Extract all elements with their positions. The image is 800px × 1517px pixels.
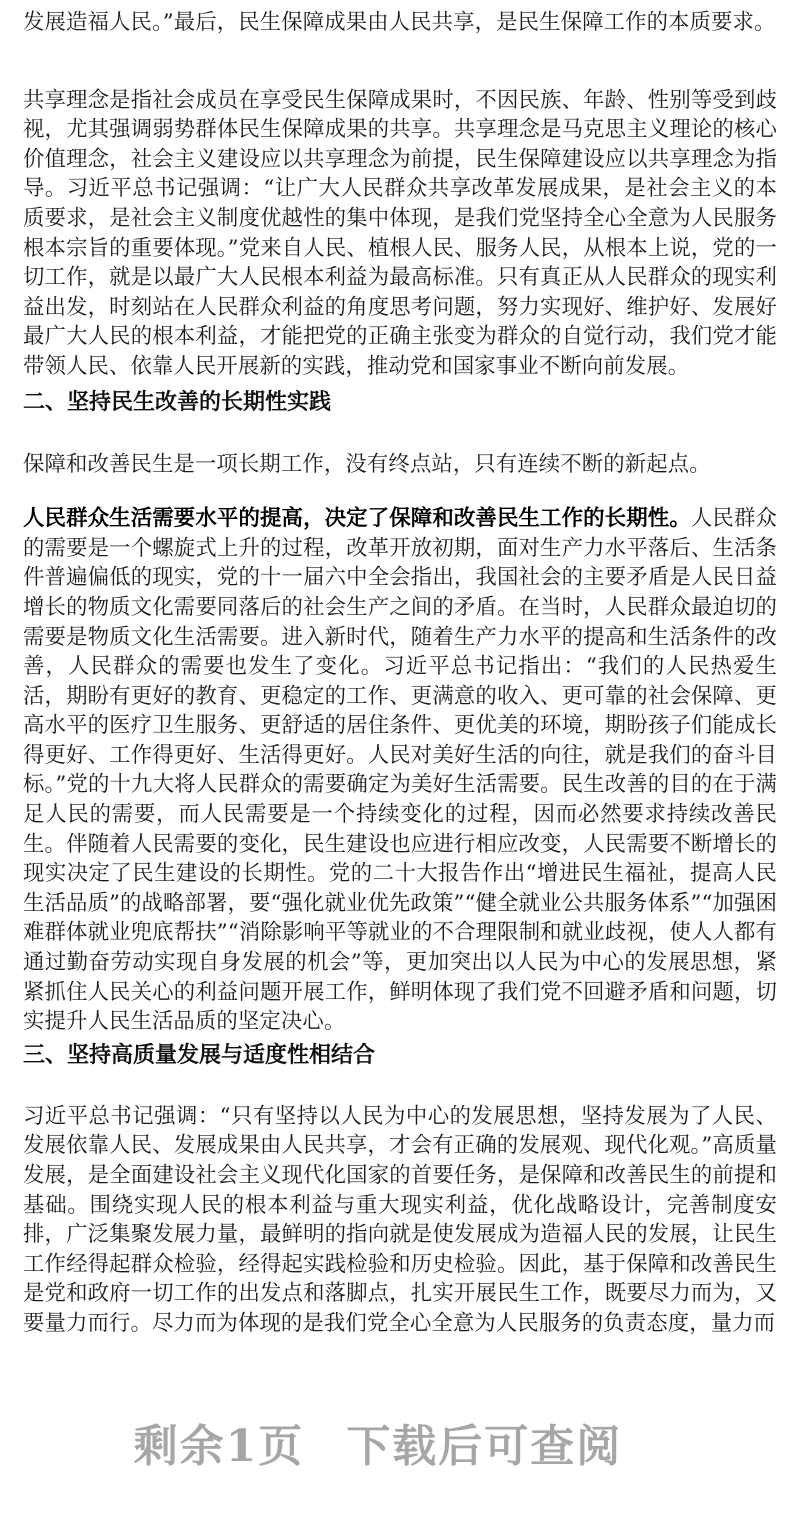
bold-lead-sentence: 人民群众生活需要水平的提高，决定了保障和改善民生工作的长期性。	[23, 506, 691, 532]
section-heading-longterm-practice: 二、坚持民生改善的长期性实践	[23, 389, 332, 415]
paragraph-continuation: 发展造福人民。”最后，民生保障成果由人民共享，是民生保障工作的本质要求。	[23, 10, 776, 35]
paragraph-sharing-concept: 共享理念是指社会成员在享受民生保障成果时，不因民族、年龄、性别等受到歧视，尤其强调弱势群体民生保障成果的共享。共享理念是马克思主义理论的核心价值理念，社会主义建设应以共享理念为前提，民生保障建设应以共享理念为指导。习近平总书记强调：“让广大人民群众共享改革发展成果，是社会主义的本质要求，是社会主义制度优越性的集中体现，是我们党坚持全心全意为人民服务根本宗旨的重要体现。”党来自人民、植根人民、服务人民，从根本上说，党的一切工作，就是以最广大人民根本利益为最高标准。只有真正从人民群众的现实利益出发，时刻站在人民群众利益的角度思考问题，努力实现好、维护好、发展好最广大人民的根本利益，才能把党的正确主张变为群众的自觉行动，我们党才能带领人民、依靠人民开展新的实践，推动党和国家事业不断向前发展。	[23, 87, 777, 379]
paragraph-quality-development: 习近平总书记强调：“只有坚持以人民为中心的发展思想，坚持发展为了人民、发展依靠人民、发展成果由人民共享，才会有正确的发展观、现代化观。”高质量发展，是全面建设社会主义现代化国家的首要任务，是保障和改善民生的前提和基础。围绕实现人民的根本利益与重大现实利益，优化战略设计，完善制度安排，广泛集聚发展力量，最鲜明的指向就是使发展成为造福人民的发展，让民生工作经得起群众检验，经得起实践检验和历史检验。因此，基于保障和改善民生是党和政府一切工作的出发点和落脚点，扎实开展民生工作，既要尽力而为，又要量力而行。尽力而为体现的是我们党全心全意为人民服务的负责态度，量力而	[23, 1103, 777, 1336]
download-hint-text: 下载后可查阅	[346, 1420, 623, 1472]
download-watermark	[1, 1421, 755, 1473]
section-heading-quality-development: 三、坚持高质量发展与适度性相结合	[23, 1042, 376, 1068]
paragraph-longterm-main	[23, 504, 777, 1037]
paragraph-longterm-body: 人民群众的需要是一个螺旋式上升的过程，改革开放初期，面对生产力水平落后、生活条件普遍偏低的现实，党的十一届六中全会指出，我国社会的主要矛盾是人民日益增长的物质文化需要同落后的社会生产之间的矛盾。在当时，人民群众最迫切的需要是物质文化生活需要。进入新时代，随着生产力水平的提高和生活条件的改善，人民群众的需要也发生了变化。习近平总书记指出：“我们的人民热爱生活，期盼有更好的教育、更稳定的工作、更满意的收入、更可靠的社会保障、更高水平的医疗卫生服务、更舒适的居住条件、更优美的环境，期盼孩子们能成长得更好、工作得更好、生活得更好。人民对美好生活的向往，就是我们的奋斗目标。”党的十九大将人民群众的需要确定为美好生活需要。民生改善的目的在于满足人民的需要，而人民需要是一个持续变化的过程，因而必然要求持续改善民生。伴随着人民需要的变化，民生建设也应进行相应改变，人民需要不断增长的现实决定了民生建设的长期性。党的二十大报告作出“增进民生福祉，提高人民生活品质”的战略部署，要“强化就业优先政策”“健全就业公共服务体系”“加强困难群体就业兜底帮扶”“消除影响平等就业的不合理限制和就业歧视，使人人都有通过勤奋劳动实现自身发展的机会”等，更加突出以人民为中心的发展思想，紧紧抓住人民关心的利益问题开展工作，鲜明体现了我们党不回避矛盾和问题，切实提升人民生活品质的坚定决心。	[23, 506, 777, 1035]
paragraph-longterm-lead: 保障和改善民生是一项长期工作，没有终点站，只有连续不断的新起点。	[23, 451, 711, 477]
remaining-pages-text: 剩余1页	[133, 1420, 305, 1472]
